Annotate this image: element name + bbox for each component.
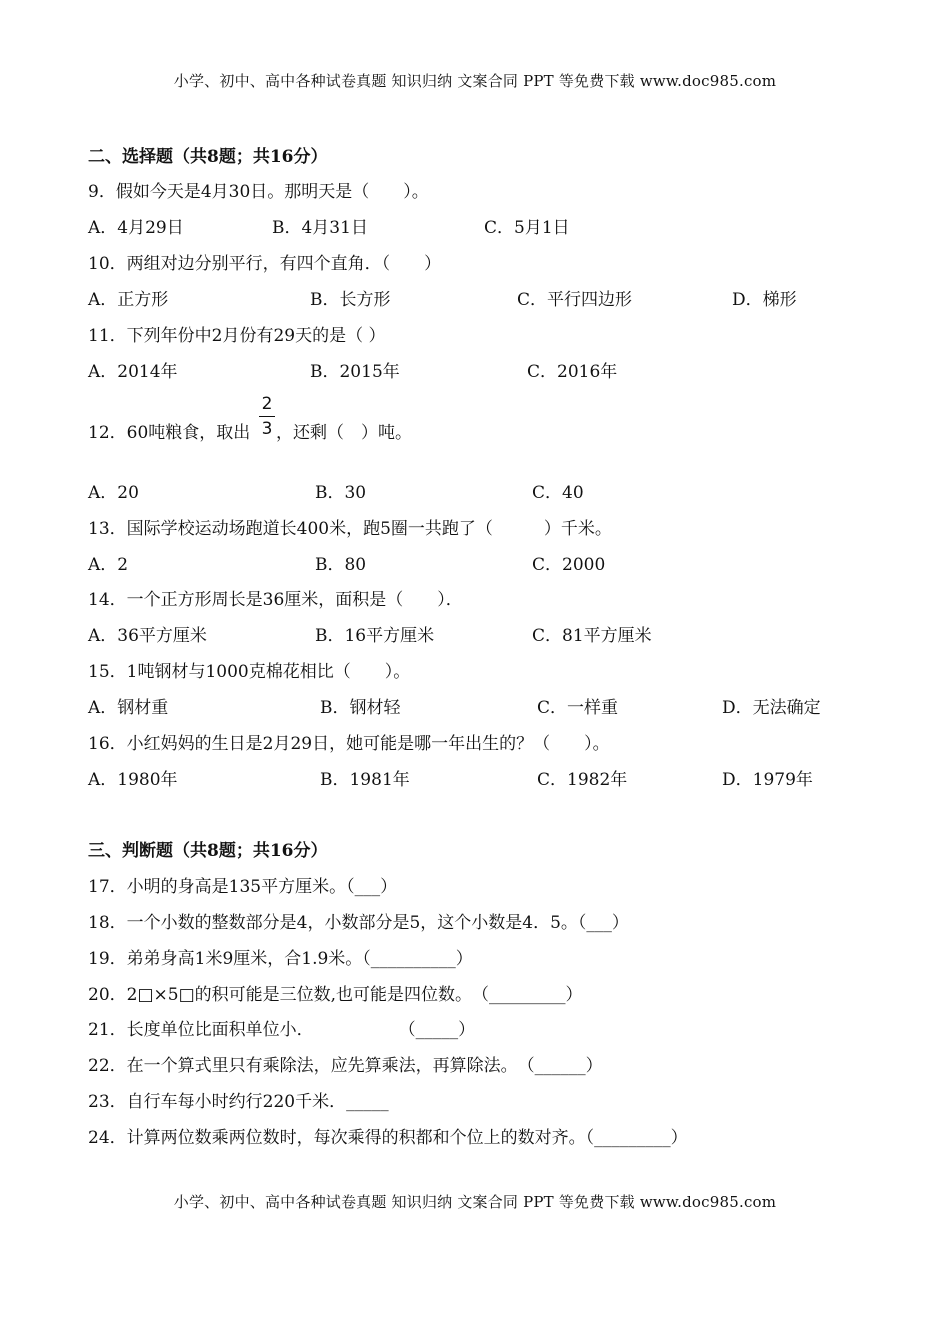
- section-title-judgement: 三、判断题（共8题；共16分）: [88, 841, 328, 861]
- q14-option-b: B．16平方厘米: [315, 626, 435, 646]
- question-14: 14．一个正方形周长是36厘米，面积是（ ）．: [88, 590, 463, 610]
- q10-option-d: D．梯形: [732, 290, 797, 310]
- section-title-choice: 二、选择题（共8题；共16分）: [88, 147, 328, 167]
- q15-option-d: D．无法确定: [722, 698, 821, 718]
- question-16: 16．小红妈妈的生日是2月29日，她可能是哪一年出生的？（ ）。: [88, 734, 610, 754]
- question-19: 19．弟弟身高1米9厘米，合1.9米。（__________）: [88, 949, 473, 969]
- q9-option-b: B．4月31日: [272, 218, 368, 238]
- question-12-stem-start: 12．60吨粮食，取出: [88, 423, 251, 443]
- q11-option-c: C．2016年: [527, 362, 618, 382]
- q13-option-c: C．2000: [532, 555, 606, 575]
- fraction-denominator: 3: [261, 419, 273, 439]
- fraction-bar: [259, 416, 275, 417]
- question-21: 21．长度单位比面积单位小． （_____）: [88, 1020, 476, 1040]
- q10-option-b: B．长方形: [310, 290, 391, 310]
- q13-option-b: B．80: [315, 555, 367, 575]
- q15-option-b: B．钢材轻: [320, 698, 401, 718]
- q16-option-c: C．1982年: [537, 770, 628, 790]
- question-22: 22．在一个算式里只有乘除法，应先算乘法，再算除法。 （______）: [88, 1056, 603, 1076]
- question-15: 15．1吨钢材与1000克棉花相比（ ）。: [88, 662, 411, 682]
- q10-option-a: A．正方形: [88, 290, 169, 310]
- q15-option-a: A．钢材重: [88, 698, 169, 718]
- q14-option-a: A．36平方厘米: [88, 626, 207, 646]
- question-10: 10．两组对边分别平行，有四个直角．（ ）: [88, 254, 442, 274]
- q9-option-c: C．5月1日: [484, 218, 570, 238]
- q16-option-a: A．1980年: [88, 770, 178, 790]
- q12-option-b: B．30: [315, 483, 367, 503]
- q11-option-a: A．2014年: [88, 362, 178, 382]
- page-footer: 小学、初中、高中各种试卷真题 知识归纳 文案合同 PPT 等免费下载 www.doc985.com: [173, 1193, 777, 1211]
- fraction-numerator: 2: [261, 394, 273, 414]
- fraction-two-thirds: [258, 394, 276, 439]
- question-23: 23．自行车每小时约行220千米．_____: [88, 1092, 389, 1112]
- q11-option-b: B．2015年: [310, 362, 400, 382]
- q16-option-b: B．1981年: [320, 770, 410, 790]
- question-9: 9．假如今天是4月30日。那明天是（ ）。: [88, 182, 429, 202]
- question-20: 20．2□×5□的积可能是三位数,也可能是四位数。 （_________）: [88, 985, 583, 1005]
- q12-option-a: A．20: [88, 483, 139, 503]
- q12-option-c: C．40: [532, 483, 584, 503]
- q14-option-c: C．81平方厘米: [532, 626, 652, 646]
- question-18: 18．一个小数的整数部分是4，小数部分是5，这个小数是4．5。（___）: [88, 913, 629, 933]
- question-13: 13．国际学校运动场跑道长400米，跑5圈一共跑了（ ）千米。: [88, 519, 612, 539]
- q13-option-a: A．2: [88, 555, 129, 575]
- page-header: 小学、初中、高中各种试卷真题 知识归纳 文案合同 PPT 等免费下载 www.doc985.com: [173, 72, 777, 90]
- question-24: 24．计算两位数乘两位数时，每次乘得的积都和个位上的数对齐。（_________）: [88, 1128, 688, 1148]
- q15-option-c: C．一样重: [537, 698, 619, 718]
- q16-option-d: D．1979年: [722, 770, 813, 790]
- q10-option-c: C．平行四边形: [517, 290, 633, 310]
- question-12-stem-end: ，还剩（ ）吨。: [276, 423, 412, 443]
- question-17: 17．小明的身高是135平方厘米。（___）: [88, 877, 398, 897]
- question-11: 11．下列年份中2月份有29天的是（ ）: [88, 326, 386, 346]
- q9-option-a: A．4月29日: [88, 218, 184, 238]
